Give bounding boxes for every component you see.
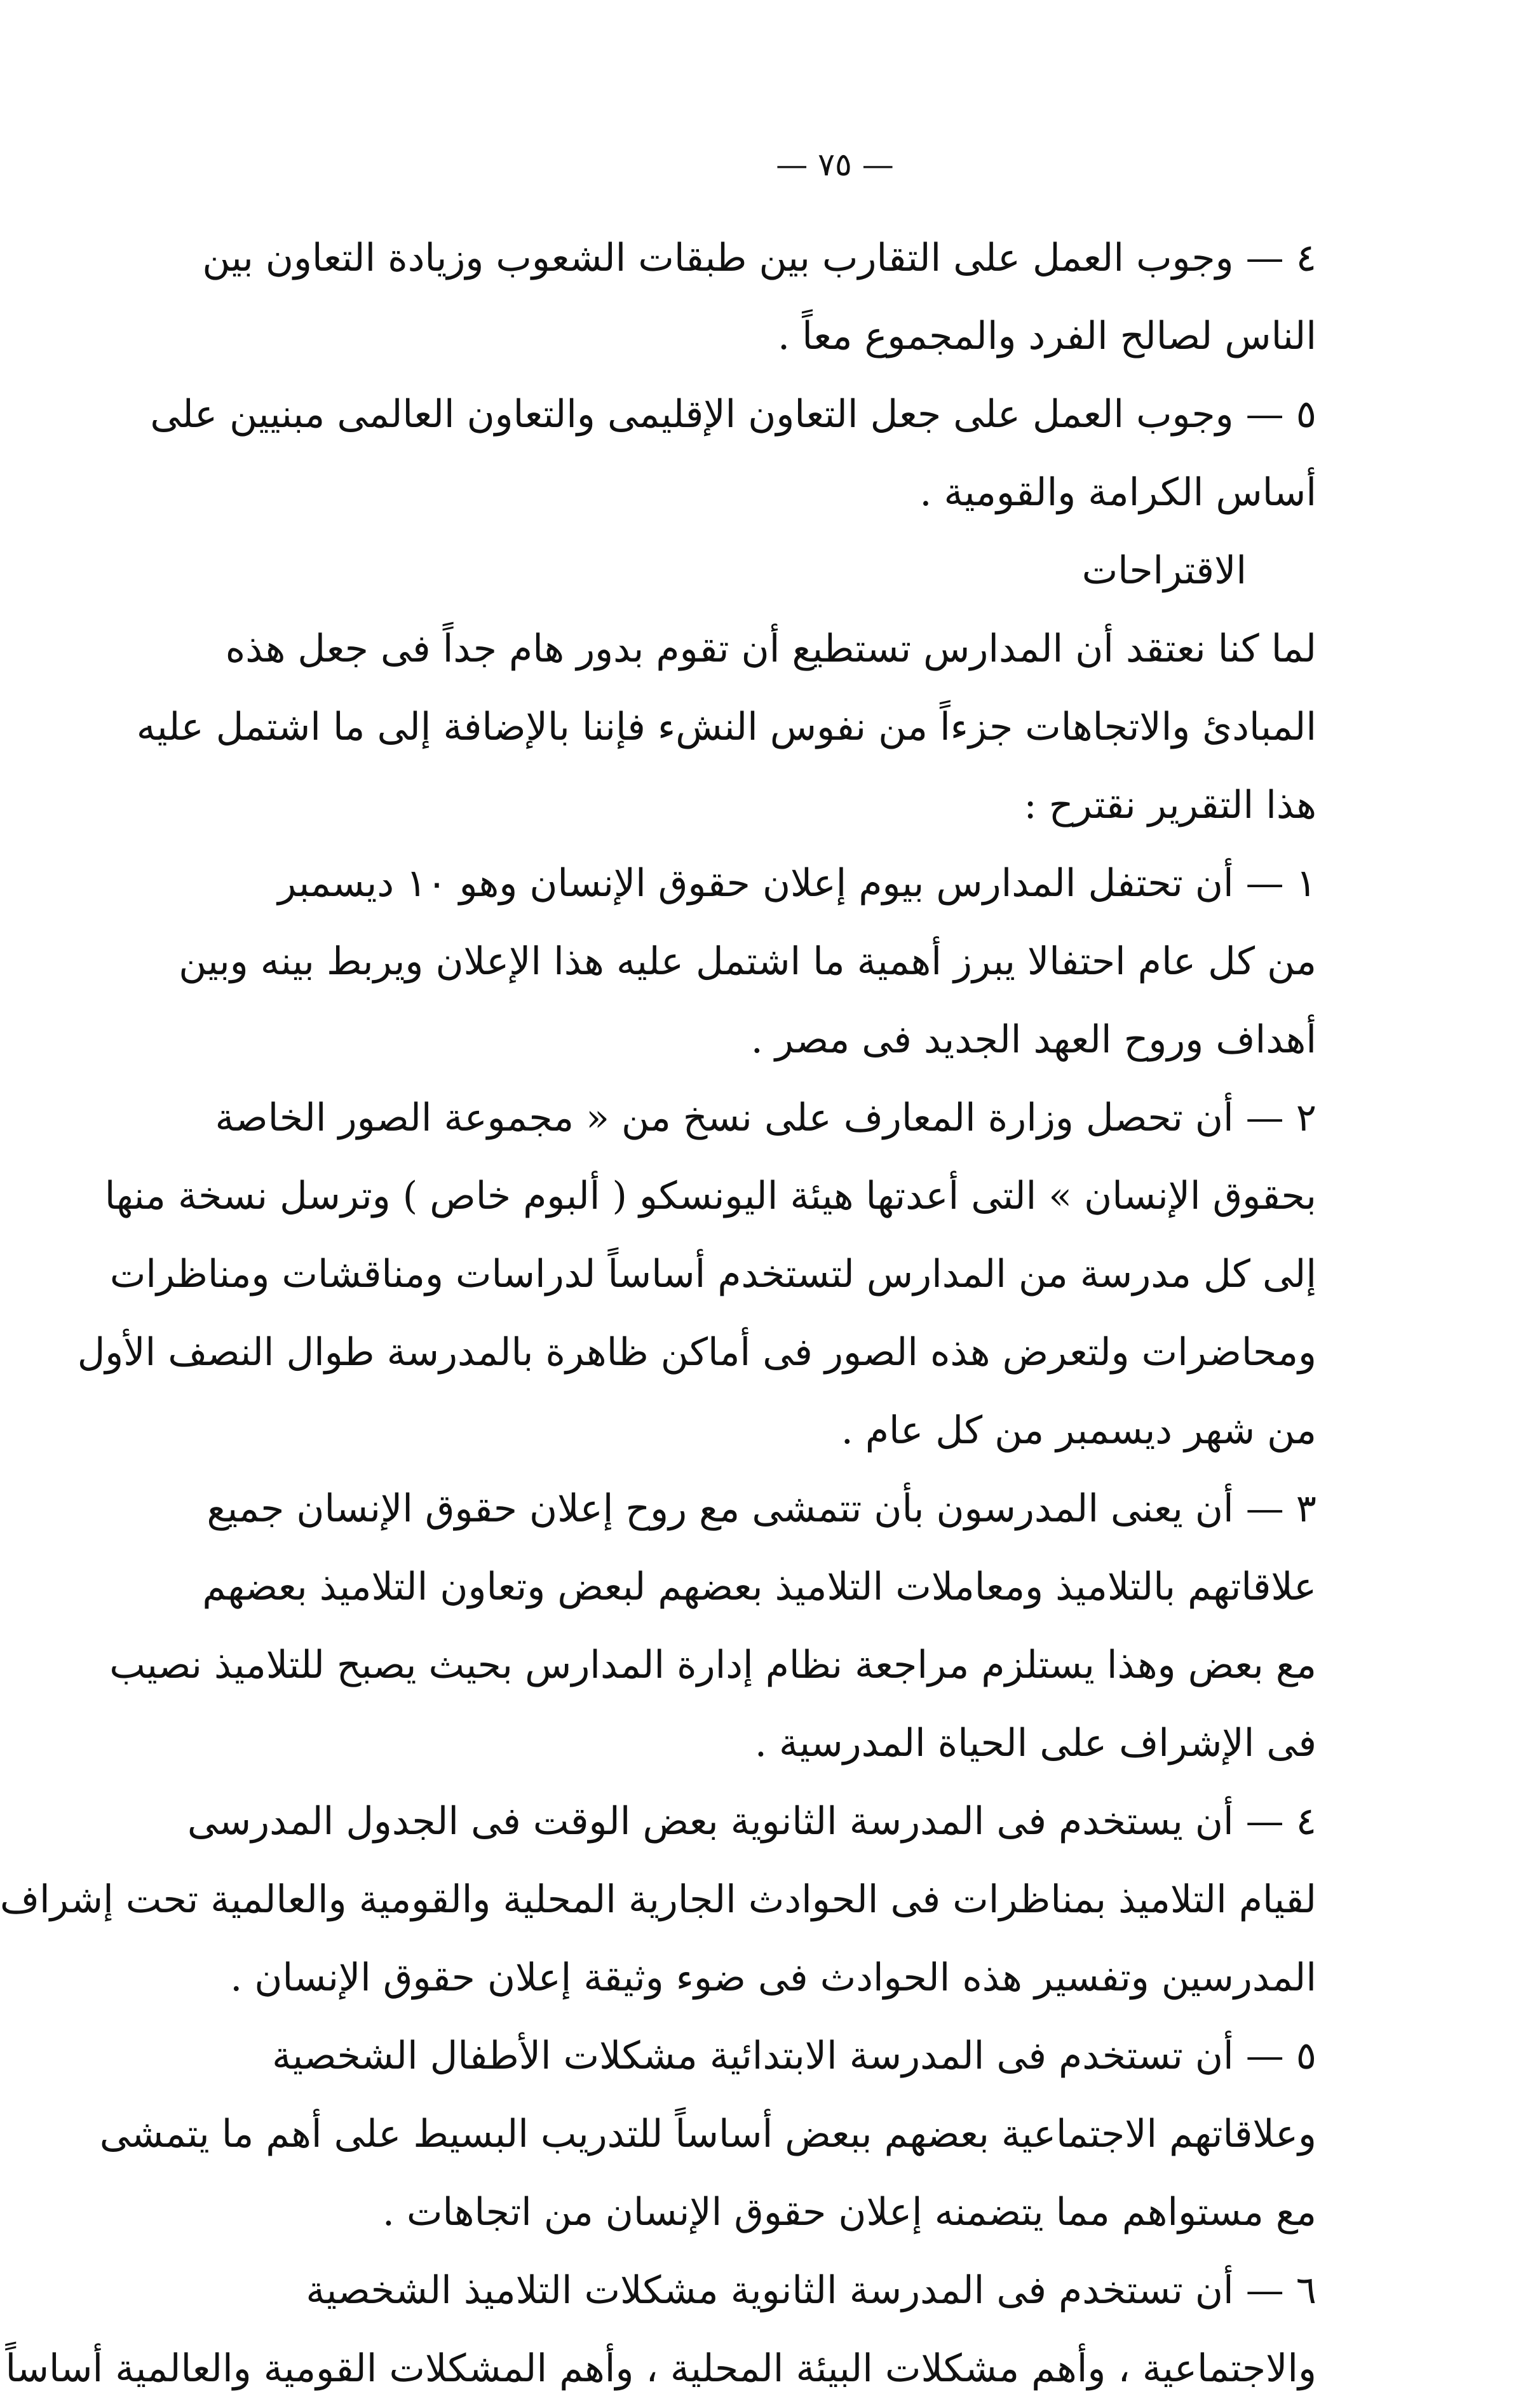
text-line: ١ — أن تحتفل المدارس بيوم إعلان حقوق الإنسان وهو ١٠ ديسمبر [278,861,1316,906]
text-line: علاقاتهم بالتلاميذ ومعاملات التلاميذ بعضهم لبعض وتعاون التلاميذ بعضهم [202,1565,1316,1609]
text-line: لما كنا نعتقد أن المدارس تستطيع أن تقوم بدور هام جداً فى جعل هذه [225,627,1316,671]
body-text [0,219,1316,2408]
text-line: ٣ — أن يعنى المدرسون بأن تتمشى مع روح إعلان حقوق الإنسان جميع [206,1486,1316,1531]
text-line: بحقوق الإنسان » التى أعدتها هيئة اليونسكو ( ألبوم خاص ) وترسل نسخة منها [104,1174,1316,1218]
text-line: ٢ — أن تحصل وزارة المعارف على نسخ من « مجموعة الصور الخاصة [215,1096,1316,1140]
text-line: إلى كل مدرسة من المدارس لتستخدم أساساً لدراسات ومناقشات ومناظرات [109,1252,1316,1296]
text-line: هذا التقرير نقترح : [1024,783,1316,827]
text-line: ٥ — وجوب العمل على جعل التعاون الإقليمى والتعاون العالمى مبنيين على [150,392,1316,437]
text-line: وعلاقاتهم الاجتماعية بعضهم ببعض أساساً للتدريب البسيط على أهم ما يتمشى [99,2112,1316,2156]
text-line: ٥ — أن تستخدم فى المدرسة الابتدائية مشكلات الأطفال الشخصية [272,2034,1316,2078]
text-line: فى الإشراف على الحياة المدرسية . [754,1721,1316,1765]
text-line: من شهر ديسمبر من كل عام . [841,1408,1316,1453]
text-line: أهداف وروح العهد الجديد فى مصر . [750,1017,1316,1062]
text-line: والاجتماعية ، وأهم مشكلات البيئة المحلية ، وأهم المشكلات القومية والعالمية أساساً [5,2346,1316,2391]
page-number: — ٧٥ — [776,146,894,183]
text-line: مع بعض وهذا يستلزم مراجعة نظام إدارة المدارس بحيث يصبح للتلاميذ نصيب [109,1643,1316,1687]
text-line: ٤ — وجوب العمل على التقارب بين طبقات الشعوب وزيادة التعاون بين [202,236,1316,280]
text-line: لقيام التلاميذ بمناظرات فى الحوادث الجارية المحلية والقومية والعالمية تحت إشراف [0,1877,1316,1922]
text-line: أساس الكرامة والقومية . [919,470,1316,515]
section-heading: الاقتراحات [1081,548,1247,593]
text-line: ٦ — أن تستخدم فى المدرسة الثانوية مشكلات التلاميذ الشخصية [306,2268,1316,2313]
text-line: المبادئ والاتجاهات جزءاً من نفوس النشء فإننا بالإضافة إلى ما اشتمل عليه [136,705,1316,749]
text-line: مع مستواهم مما يتضمنه إعلان حقوق الإنسان من اتجاهات . [382,2190,1316,2235]
text-line: ٤ — أن يستخدم فى المدرسة الثانوية بعض الوقت فى الجدول المدرسى [187,1799,1316,1844]
text-line: الناس لصالح الفرد والمجموع معاً . [778,314,1316,358]
text-line: من كل عام احتفالا يبرز أهمية ما اشتمل عليه هذا الإعلان ويربط بينه وبين [179,939,1316,984]
text-line: ومحاضرات ولتعرض هذه الصور فى أماكن ظاهرة بالمدرسة طوال النصف الأول [77,1330,1316,1375]
text-line: المدرسين وتفسير هذه الحوادث فى ضوء وثيقة إعلان حقوق الإنسان . [230,1956,1316,2000]
